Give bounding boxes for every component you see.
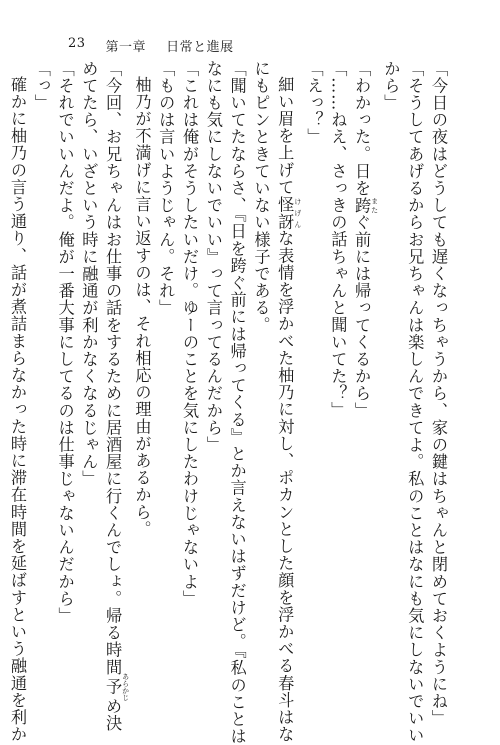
text-line: 確かに柚乃の言う通り、話が煮詰まらなかった時に滞在時間を延ばすという融通を利か [7,76,27,744]
text-line: にもピンときていない様子である。 [251,60,271,334]
text-line: 「そうしてあげるからお兄ちゃんは楽しんできてよ。私のことはなにも気にしないでいい [405,60,425,744]
text-line: 細い眉を上げて怪訝 けげんな表情を浮かべた柚乃に対し、ポカンとした顔を浮かべる春斗はな [275,76,302,744]
text-line: めてたら、いざという時に融通が利かなくなるじゃん」 [79,60,99,488]
text-line: から」 [381,60,401,112]
text-line: 「今回、お兄ちゃんはお仕事の話をするために居酒屋に行くんでしょ。帰る時間予 あらかじめ決 [103,60,130,732]
text-line: 柚乃が不満げに言い返すのは、それ相応の理由があるから。 [132,76,152,538]
text-line: 「聞いてたならさ、『日を跨ぐ前には帰ってくる』とか言えないはずだけど。『私のことは [227,60,247,745]
text-line: 「これは俺がそうしたいだけ。ゆーのことを気にしたわけじゃないよ」 [180,60,200,608]
text-line: 「それでいいんだよ。俺が一番大事にしてるのは仕事じゃないんだから」 [55,60,75,625]
text-line: 「えっ？」 [304,60,324,146]
chapter-label: 第一章 [105,40,147,55]
furigana: また [370,196,379,214]
running-header [68,36,234,55]
text-line: 「……ねえ、さっきの話ちゃんと聞いてた？」 [328,60,348,420]
text-line: なにも気にしないでいい』って言ってるんだから」 [203,60,223,454]
page-number: 23 [68,36,86,51]
vertical-text-body [7,60,450,745]
text-line: 「っ」 [31,60,51,112]
text-line: 「今日の夜はどうしても遅くなっちゃうから、家の鍵はちゃんと閉めておくようにね」 [429,60,448,727]
furigana: あらかじ [121,672,130,701]
text-line: 「わかった。日を跨 またぐ前には帰ってくるから」 [352,60,379,420]
text-line: 「ものは言いようじゃん。それ」 [156,60,176,317]
furigana: けげん [293,195,302,231]
chapter-title: 日常と進展 [166,40,234,55]
